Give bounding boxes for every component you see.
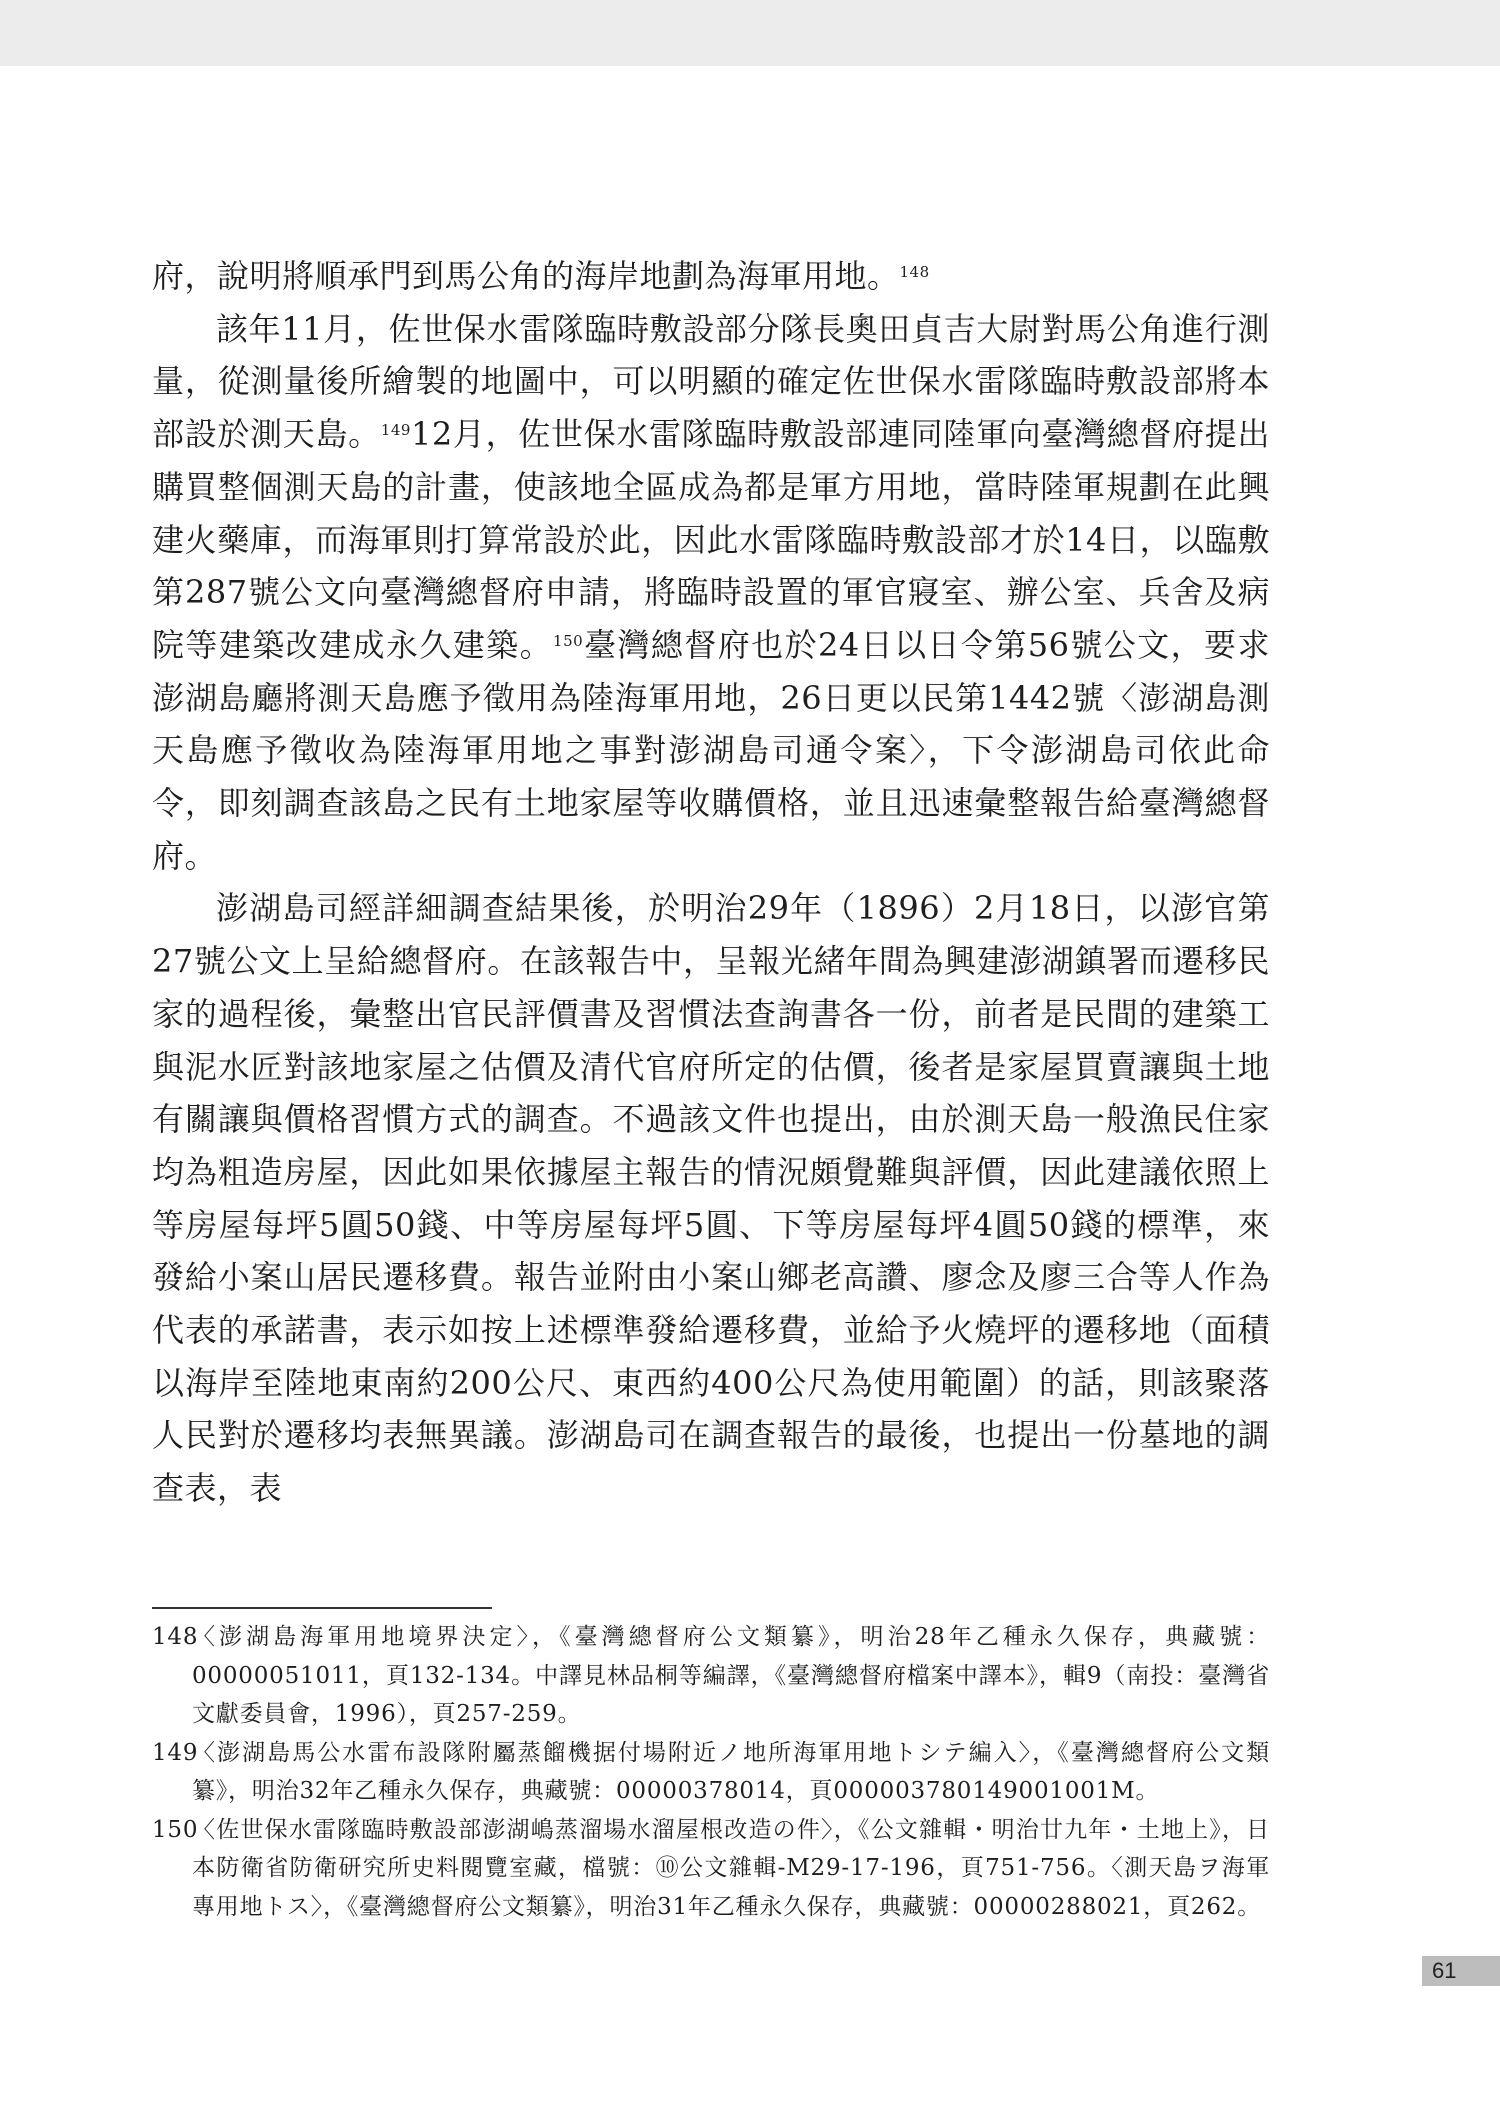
footnote-text: 〈佐世保水雷隊臨時敷設部澎湖嶋蒸溜場水溜屋根改造の件〉，《公文雜輯・明治廿九年・土地上》，日本防衛省防衛研究所史料閱覽室藏，檔號：⑩公文雜輯-M29-17-196，頁751-756。〈測天島ヲ海軍專用地トス〉，《臺灣總督府公文類纂》，明治31年乙種永久保存，典藏號：00000288021，頁262。 [192,1816,1270,1920]
footnote-ref-148[interactable]: 148 [899,263,930,281]
footnote-text: 〈澎湖島馬公水雷布設隊附屬蒸餾機据付場附近ノ地所海軍用地トシテ編入〉，《臺灣總督府公文類纂》，明治32年乙種永久保存，典藏號：00000378014，頁000003780149001001M。 [192,1739,1270,1804]
footnote-149 [152,1734,1270,1811]
page-number: 61 [1422,1956,1500,1986]
footnotes-section [152,1618,1270,1926]
main-body-text [152,250,1270,1515]
paragraph-2-text-a: 該年11月，佐世保水雷隊臨時敷設部分隊長奧田貞吉大尉對馬公角進行測量，從測量後所繪製的地圖中，可以明顯的確定佐世保水雷隊臨時敷設部將本部設於測天島。 [152,309,1270,454]
footnote-148 [152,1618,1270,1734]
footnote-ref-150[interactable]: 150 [553,631,584,650]
footnote-number: 148 [152,1624,199,1650]
footnote-number: 150 [152,1816,199,1843]
paragraph-2-text-b: 12月，佐世保水雷隊臨時敷設部連同陸軍向臺灣總督府提出購買整個測天島的計畫，使該地全區成為都是軍方用地，當時陸軍規劃在此興建火藥庫，而海軍則打算常設於此，因此水雷隊臨時敷設部才於14日，以臨敷第287號公文向臺灣總督府申請，將臨時設置的軍官寢室、辦公室、兵舍及病院等建築改建成永久建築。 [152,415,1270,664]
footnote-text: 〈澎湖島海軍用地境界決定〉，《臺灣總督府公文類纂》，明治28年乙種永久保存，典藏號：00000051011，頁132-134。中譯見林品桐等編譯，《臺灣總督府檔案中譯本》，輯9（南投：臺灣省文獻委員會，1996），頁257-259。 [192,1624,1270,1727]
footnote-ref-149[interactable]: 149 [380,421,411,440]
scan-top-band [0,0,1500,66]
footnote-number: 149 [152,1739,199,1766]
footnote-divider [152,1607,492,1609]
paragraph-1 [152,250,1270,303]
footnote-150 [152,1811,1270,1927]
paragraph-2-text-c: 臺灣總督府也於24日以日令第56號公文，要求澎湖島廳將測天島應予徵用為陸海軍用地，26日更以民第1442號〈澎湖島測天島應予徵收為陸海軍用地之事對澎湖島司通令案〉，下令澎湖島司依此命令，即刻調查該島之民有土地家屋等收購價格，並且迅速彙整報告給臺灣總督府。 [152,625,1270,875]
paragraph-2 [152,303,1270,883]
paragraph-3: 澎湖島司經詳細調查結果後，於明治29年（1896）2月18日，以澎官第27號公文上呈給總督府。在該報告中，呈報光緒年間為興建澎湖鎮署而遷移民家的過程後，彙整出官民評價書及習慣法查詢書各一份，前者是民間的建築工與泥水匠對該地家屋之估價及清代官府所定的估價，後者是家屋買賣讓與土地有關讓與價格習慣方式的調查。不過該文件也提出，由於測天島一般漁民住家均為粗造房屋，因此如果依據屋主報告的情況頗覺難與評價，因此建議依照上等房屋每坪5圓50錢、中等房屋每坪5圓、下等房屋每坪4圓50錢的標準，來發給小案山居民遷移費。報告並附由小案山鄉老高讚、廖念及廖三合等人作為代表的承諾書，表示如按上述標準發給遷移費，並給予火燒坪的遷移地（面積以海岸至陸地東南約200公尺、東西約400公尺為使用範圍）的話，則該聚落人民對於遷移均表無異議。澎湖島司在調查報告的最後，也提出一份墓地的調查表，表 [152,889,1270,1508]
paragraph-1-text: 府，說明將順承門到馬公角的海岸地劃為海軍用地。 [152,257,900,295]
